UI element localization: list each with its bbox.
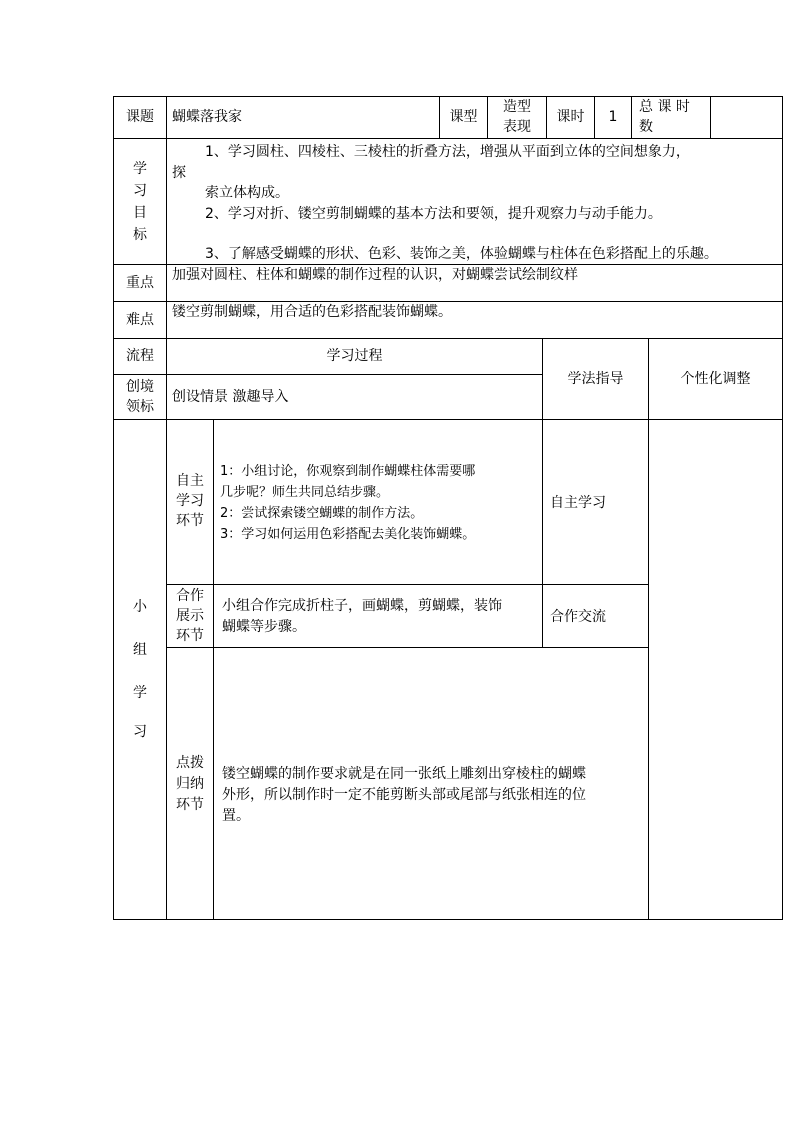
topic-value: 蝴蝶落我家 <box>172 109 242 125</box>
total-hours-label: 总 课 时 <box>639 99 690 115</box>
total-hours-label: 数 <box>639 119 653 135</box>
hours-value: 1 <box>608 109 618 125</box>
table-border <box>113 301 783 302</box>
summary-label: 点拨 <box>176 755 204 771</box>
process-label: 学习过程 <box>326 348 383 364</box>
objective-1: 1、学习圆柱、四棱柱、三棱柱的折叠方法，增强从平面到立体的空间想象力， <box>205 144 690 160</box>
self-study-label: 环节 <box>176 513 204 529</box>
table-border <box>113 264 783 265</box>
focus-text: 加强对圆柱、柱体和蝴蝶的制作过程的认识，对蝴蝶尝试绘制纹样 <box>172 267 578 283</box>
personal-label: 个性化调整 <box>680 371 751 387</box>
cooperation-label: 合作 <box>176 588 204 604</box>
table-border <box>113 138 783 139</box>
intro-label: 创境 <box>126 379 154 395</box>
method-label: 学法指导 <box>567 371 624 387</box>
summary-line: 置。 <box>222 808 250 824</box>
type-value: 表现 <box>503 119 531 135</box>
summary-label: 归纳 <box>176 776 204 792</box>
difficulty-label: 难点 <box>126 312 154 328</box>
table-border <box>648 338 649 920</box>
hours-label: 课时 <box>556 109 585 125</box>
self-study-line: 1：小组讨论，你观察到制作蝴蝶柱体需要哪 <box>220 464 476 479</box>
focus-label: 重点 <box>126 275 154 291</box>
objectives-label: 学 <box>133 161 147 177</box>
table-border <box>166 584 648 585</box>
self-study-method: 自主学习 <box>550 495 606 511</box>
cooperation-label: 环节 <box>176 628 204 644</box>
cooperation-line: 蝴蝶等步骤。 <box>222 619 306 635</box>
objectives-label: 习 <box>133 183 147 199</box>
cooperation-method: 合作交流 <box>550 609 606 625</box>
summary-line: 镂空蝴蝶的制作要求就是在同一张纸上雕刻出穿棱柱的蝴蝶 <box>222 766 586 782</box>
group-study-label: 小 <box>133 599 147 615</box>
self-study-label: 自主 <box>176 473 204 489</box>
objective-2: 2、学习对折、镂空剪制蝴蝶的基本方法和要领，提升观察力与动手能力。 <box>205 206 662 222</box>
objective-1-cont: 探 <box>172 165 186 181</box>
self-study-label: 学习 <box>176 493 204 509</box>
cooperation-line: 小组合作完成折柱子，画蝴蝶，剪蝴蝶，装饰 <box>222 598 502 614</box>
table-border <box>113 374 542 375</box>
table-border <box>213 419 214 920</box>
flow-label: 流程 <box>126 348 154 364</box>
objectives-label: 标 <box>133 227 147 243</box>
topic-label: 课题 <box>126 109 154 125</box>
table-border <box>166 647 648 648</box>
self-study-line: 3：学习如何运用色彩搭配去美化装饰蝴蝶。 <box>220 527 476 542</box>
objectives-label: 目 <box>133 205 147 221</box>
table-border <box>782 96 783 920</box>
self-study-line: 2：尝试探索镂空蝴蝶的制作方法。 <box>220 506 424 521</box>
summary-line: 外形，所以制作时一定不能剪断头部或尾部与纸张相连的位 <box>222 787 586 803</box>
group-study-label: 学 <box>133 685 147 701</box>
intro-text: 创设情景 激趣导入 <box>172 389 289 405</box>
summary-label: 环节 <box>176 797 204 813</box>
difficulty-text: 镂空剪制蝴蝶，用合适的色彩搭配装饰蝴蝶。 <box>172 304 452 320</box>
table-border <box>113 96 783 97</box>
type-label: 课型 <box>449 109 478 125</box>
self-study-line: 几步呢？师生共同总结步骤。 <box>220 485 390 500</box>
cooperation-label: 展示 <box>176 608 204 624</box>
table-border <box>631 96 632 139</box>
objective-3: 3、了解感受蝴蝶的形状、色彩、装饰之美，体验蝴蝶与柱体在色彩搭配上的乐趣。 <box>205 246 718 262</box>
group-study-label: 组 <box>133 642 147 658</box>
intro-label: 领标 <box>126 399 154 415</box>
table-border <box>710 96 711 139</box>
objective-1-wrap: 索立体构成。 <box>205 185 289 201</box>
type-value: 造型 <box>503 99 531 115</box>
group-study-label: 习 <box>133 724 147 740</box>
table-border <box>113 338 783 339</box>
